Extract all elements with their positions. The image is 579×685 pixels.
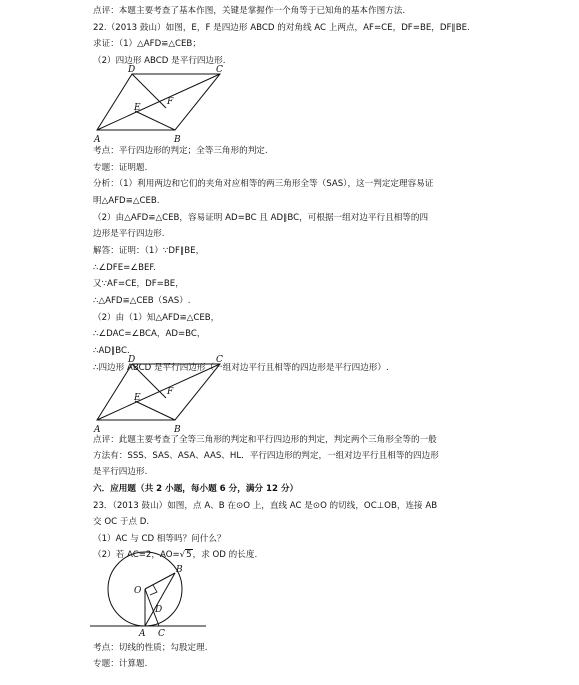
label-b: B xyxy=(174,425,181,435)
label-f: F xyxy=(167,387,174,397)
circle-tangent-figure xyxy=(88,560,208,640)
label-c: C xyxy=(216,65,223,75)
zhuanti-line: 专题：证明题. xyxy=(93,163,148,173)
label-a: A xyxy=(94,425,101,435)
problem-22-part2: （2）四边形 ABCD 是平行四边形. xyxy=(93,56,226,66)
analysis-line-3: （2）由△AFD≌△CEB，容易证明 AD=BC 且 AD∥BC，可根据一组对边平行且相等的四 xyxy=(93,213,429,223)
segment-be xyxy=(135,401,175,420)
solution-line-8: ∴四边形 ABCD 是平行四边形（一组对边平行且相等的四边形是平行四边形）. xyxy=(93,363,389,373)
problem-23-part1: （1）AC 与 CD 相等吗？问什么？ xyxy=(93,534,226,544)
label-d: D xyxy=(128,355,136,365)
comment-line-3: 方法有：SSS、SAS、ASA、AAS、HL．平行四边形的判定，一组对边平行且相等的四边形 xyxy=(93,451,439,461)
analysis-line-4: 边形是平行四边形. xyxy=(93,229,165,239)
parallelogram-figure-2 xyxy=(90,356,230,436)
label-a: A xyxy=(139,629,146,639)
label-b: B xyxy=(176,565,183,575)
analysis-line-1: 分析：（1）利用两边和它们的夹角对应相等的两三角形全等（SAS），这一判定定理容易证 xyxy=(93,179,434,189)
solution-line-6: ∴∠DAC=∠BCA，AD=BC， xyxy=(93,329,206,339)
comment-line: 点评：本题主要考查了基本作图，关键是掌握作一个角等于已知角的基本作图方法. xyxy=(93,6,406,16)
kaodian-line: 考点：平行四边形的判定；全等三角形的判定. xyxy=(93,146,268,156)
comment-line-4: 是平行四边形. xyxy=(93,467,148,477)
zhuanti-line-2: 专题：计算题. xyxy=(93,659,148,669)
solution-line-7: ∴AD∥BC. xyxy=(93,346,130,356)
label-e: E xyxy=(134,393,141,403)
section-heading: 六．应用题（共 2 小题，每小题 6 分，满分 12 分） xyxy=(93,484,299,494)
problem-22-part1: 求证：（1）△AFD≌△CEB； xyxy=(93,39,201,49)
analysis-line-2: 明△AFD≌△CEB. xyxy=(93,196,160,206)
sqrt-symbol: √ xyxy=(179,550,186,560)
problem-23-statement-cont: 交 OC 于点 D. xyxy=(93,517,150,527)
comment-line-2: 点评：此题主要考查了全等三角形的判定和平行四边形的判定，判定两个三角形全等的一般 xyxy=(93,435,437,445)
label-d: D xyxy=(128,65,136,75)
problem-22-statement: 22.（2013 鼓山）如图，E，F 是四边形 ABCD 的对角线 AC 上两点，AF=CE，DF=BE，DF∥BE. xyxy=(93,23,470,33)
kaodian-line-2: 考点：切线的性质；勾股定理. xyxy=(93,643,208,653)
part2-text-b: ，求 OD 的长度. xyxy=(192,550,258,560)
label-e: E xyxy=(134,103,141,113)
solution-line-1: 解答：证明：（1）∵DF∥BE， xyxy=(93,246,205,256)
sqrt-radicand: 5 xyxy=(186,550,192,560)
label-a: A xyxy=(94,135,101,145)
right-angle-mark xyxy=(150,585,157,595)
solution-line-4: ∴△AFD≌△CEB（SAS）. xyxy=(93,296,191,306)
label-d: D xyxy=(155,605,163,615)
segment-be xyxy=(135,111,175,130)
diagonal-ac xyxy=(97,74,220,130)
label-c: C xyxy=(216,355,223,365)
label-c: C xyxy=(158,629,165,639)
label-b: B xyxy=(174,135,181,145)
problem-23-statement: 23．（2013 鼓山）如图，点 A、B 在⊙O 上，直线 AC 是⊙O 的切线，OC⊥OB，连接 AB xyxy=(93,501,438,511)
parallelogram-figure-1 xyxy=(90,66,230,146)
solution-line-3: 又∵AF=CE，DF=BE， xyxy=(93,279,184,289)
part2-text-a: （2）若 AC=2，AO= xyxy=(93,550,180,560)
label-o: O xyxy=(134,586,142,596)
solution-line-2: ∴∠DFE=∠BEF. xyxy=(93,263,156,273)
label-f: F xyxy=(167,97,174,107)
solution-line-5: （2）由（1）知△AFD≌△CEB， xyxy=(93,313,220,323)
diagonal-ac xyxy=(97,364,220,420)
